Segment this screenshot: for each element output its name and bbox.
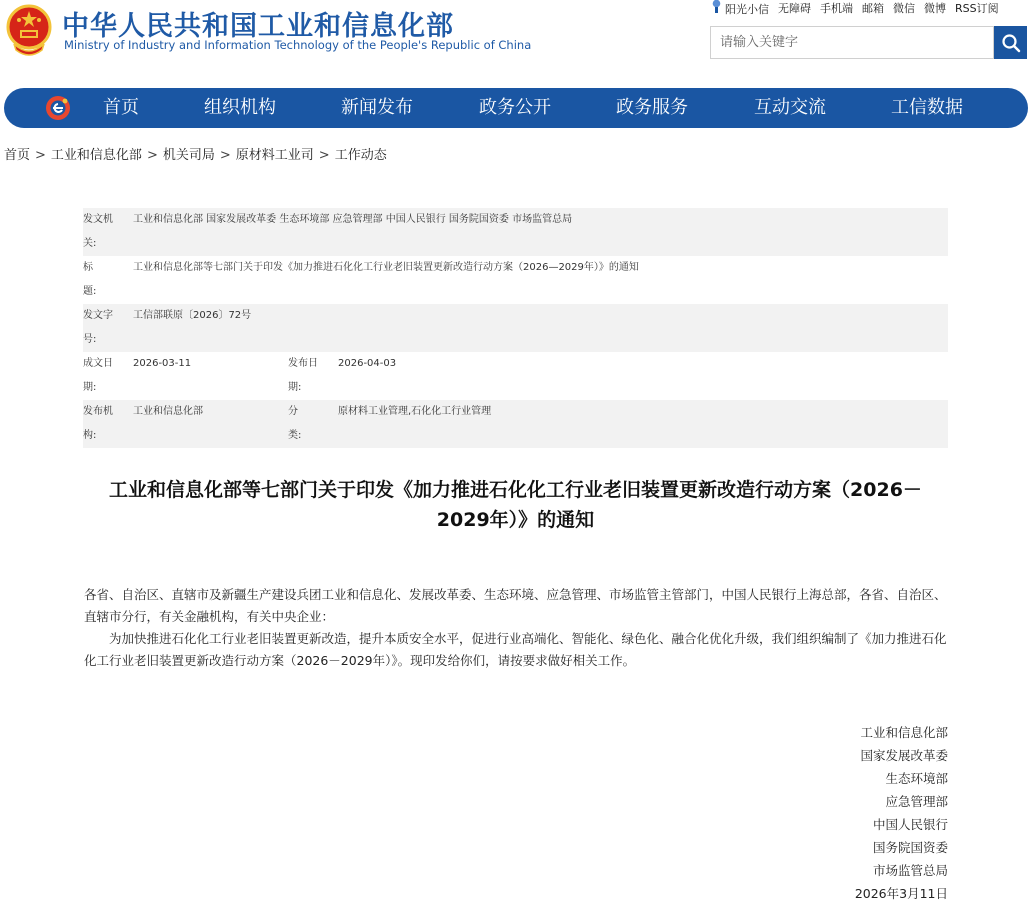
- meta-date-pub-label: 发布日期:: [288, 358, 318, 393]
- document-metadata: [83, 208, 948, 448]
- signature-line: 市场监管总局: [872, 863, 948, 878]
- top-utility-links: [712, 0, 999, 16]
- link-accessibility[interactable]: 无障碍: [778, 2, 811, 15]
- meta-title-value: 工业和信息化部等七部门关于印发《加力推进石化化工行业老旧装置更新改造行动方案（2026—2029年）》的通知: [133, 262, 639, 273]
- document-paragraph: 为加快推进石化化工行业老旧装置更新改造，提升本质安全水平，促进行业高端化、智能化、绿色化、融合化优化升级，我们组织编制了《加力推进石化化工行业老旧装置更新改造行动方案（2026－2029年）》。现印发给你们，请按要求做好相关工作。: [84, 631, 947, 668]
- meta-date-made-label: 成文日期:: [83, 358, 113, 393]
- site-logo-icon[interactable]: [44, 94, 72, 122]
- meta-docno-label: 发文字号:: [83, 310, 113, 345]
- meta-row-issuer: [83, 208, 948, 256]
- signature-line: 工业和信息化部: [860, 725, 948, 740]
- signature-line: 中国人民银行: [872, 817, 948, 832]
- document-body: [84, 584, 948, 672]
- signature-date: 2026年3月11日: [854, 886, 948, 901]
- meta-row-title: [83, 256, 948, 304]
- site-header: [0, 0, 1032, 86]
- meta-title-label: 标 题:: [83, 262, 113, 297]
- meta-category-value: 原材料工业管理,石化化工行业管理: [338, 406, 492, 417]
- link-wechat[interactable]: 微信: [893, 2, 915, 15]
- link-mailbox[interactable]: 邮箱: [862, 2, 884, 15]
- search-icon: [1001, 33, 1021, 53]
- breadcrumb-raw-materials[interactable]: 原材料工业司: [235, 148, 314, 163]
- breadcrumb-home[interactable]: 首页: [4, 148, 31, 163]
- meta-issuer-label: 发文机关:: [83, 214, 113, 249]
- nav-organization[interactable]: 组织机构: [204, 97, 276, 118]
- main-nav: [4, 88, 1028, 128]
- signature-line: 国务院国资委: [872, 840, 948, 855]
- link-rss[interactable]: RSS订阅: [955, 2, 999, 15]
- signature-line: 国家发展改革委: [860, 748, 948, 763]
- signature-line: 生态环境部: [885, 771, 948, 786]
- nav-home[interactable]: 首页: [103, 97, 139, 118]
- search-input[interactable]: [711, 27, 993, 58]
- link-sunshine-label: 阳光小信: [725, 3, 769, 16]
- nav-news[interactable]: 新闻发布: [341, 97, 413, 118]
- meta-org-label: 发布机构:: [83, 406, 113, 441]
- nav-government-affairs[interactable]: 政务公开: [479, 97, 551, 118]
- breadcrumb-work-news[interactable]: 工作动态: [334, 148, 387, 163]
- document-title: 工业和信息化部等七部门关于印发《加力推进石化化工行业老旧装置更新改造行动方案（2026－2029年）》的通知: [109, 479, 922, 531]
- document-signatures: [700, 721, 948, 901]
- meta-org-value: 工业和信息化部: [133, 406, 203, 417]
- signature-line: 应急管理部: [885, 794, 948, 809]
- breadcrumb: 首页 > 工业和信息化部 > 机关司局 > 原材料工业司 > 工作动态: [4, 148, 387, 163]
- link-mobile[interactable]: 手机端: [820, 2, 853, 15]
- meta-date-made-value: 2026-03-11: [133, 358, 192, 369]
- meta-date-pub-value: 2026-04-03: [338, 358, 397, 369]
- site-title-en: Ministry of Industry and Information Technology of the People's Republic of China: [64, 38, 532, 52]
- national-emblem-icon[interactable]: [6, 4, 52, 56]
- link-sunshine[interactable]: [712, 0, 769, 17]
- site-title-cn[interactable]: 中华人民共和国工业和信息化部: [62, 11, 454, 42]
- meta-row-docno: [83, 304, 948, 352]
- meta-row-org: [83, 400, 948, 448]
- search-button[interactable]: [994, 26, 1027, 59]
- link-weibo[interactable]: 微博: [924, 2, 946, 15]
- meta-issuer-value: 工业和信息化部 国家发展改革委 生态环境部 应急管理部 中国人民银行 国务院国资委 市场监管总局: [133, 214, 573, 225]
- search-box: [710, 26, 994, 59]
- nav-data[interactable]: 工信数据: [891, 97, 963, 118]
- breadcrumb-departments[interactable]: 机关司局: [162, 148, 215, 163]
- meta-docno-value: 工信部联原〔2026〕72号: [133, 310, 252, 321]
- nav-services[interactable]: 政务服务: [616, 97, 688, 118]
- document-salutation: 各省、自治区、直辖市及新疆生产建设兵团工业和信息化、发展改革委、生态环境、应急管理、市场监管主管部门，中国人民银行上海总部，各省、自治区、直辖市分行，有关金融机构，有关中央企业：: [84, 587, 947, 624]
- meta-row-dates: [83, 352, 948, 400]
- meta-category-label: 分 类:: [288, 406, 318, 441]
- nav-interaction[interactable]: 互动交流: [754, 97, 826, 118]
- sunshine-icon: [712, 0, 721, 13]
- breadcrumb-miit[interactable]: 工业和信息化部: [50, 148, 142, 163]
